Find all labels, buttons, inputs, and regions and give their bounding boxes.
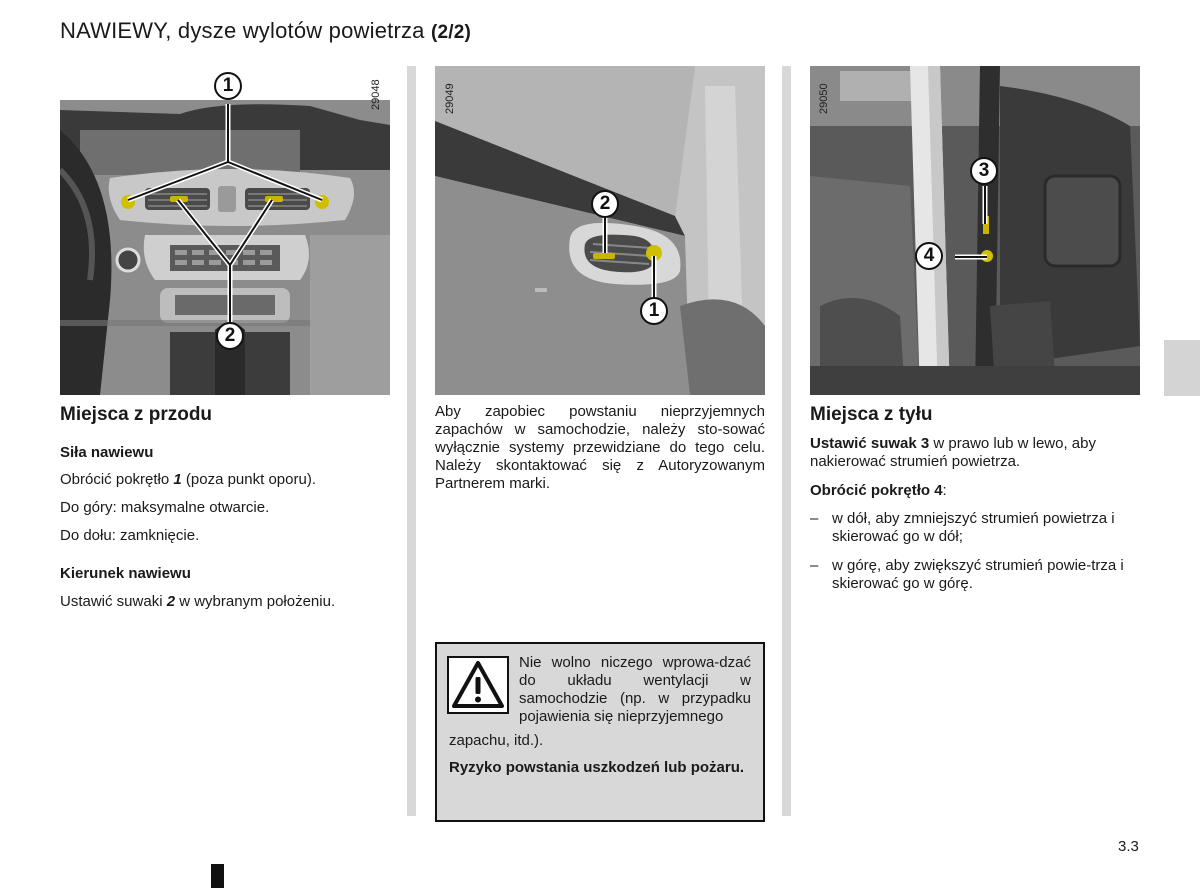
figure-passenger-vent: [435, 66, 765, 395]
dash-bullet: –: [810, 510, 819, 527]
text-segment: w wybranym położeniu.: [175, 593, 336, 610]
column-separator-left: [407, 66, 416, 816]
figure-code: 29050: [818, 83, 830, 114]
text-segment: (poza punkt oporu).: [181, 471, 316, 488]
page-number: 3.3: [1118, 838, 1139, 855]
text-segment: :: [942, 482, 947, 499]
warning-box: [435, 642, 765, 822]
callout-3: 3: [970, 157, 998, 185]
item-number: 1: [173, 471, 182, 488]
callout-2: 2: [216, 322, 244, 350]
text-line: [60, 471, 316, 489]
text-line: [60, 593, 335, 611]
callout-1: 1: [214, 72, 242, 100]
text-segment: Obrócić pokrętło: [60, 471, 174, 488]
page-title-text: NAWIEWY, dysze wylotów powietrza: [60, 18, 425, 43]
section-heading-rear: Miejsca z tyłu: [810, 404, 933, 425]
rear-vent-photo: [810, 66, 1140, 395]
warning-text: Nie wolno niczego wprowa-dzać do układu wentylacji w samochodzie (np. w przypadku pojawienia się nieprzyjemnego: [519, 654, 751, 725]
subheading-air-direction: Kierunek nawiewu: [60, 565, 191, 582]
warning-text-tail: zapachu, itd.).: [449, 732, 544, 749]
front-dashboard-photo: [60, 100, 390, 395]
text-line: Do góry: maksymalne otwarcie.: [60, 499, 270, 516]
figure-code: 29049: [444, 83, 456, 114]
item-number: 2: [166, 593, 176, 610]
odor-paragraph: Aby zapobiec powstaniu nieprzyjemnych zapachów w samochodzie, należy sto-sować wyłącznie systemy przewidziane do tego celu. Należy skontaktować się z Autoryzowanym Partnerem marki.: [435, 403, 765, 492]
passenger-vent-photo: [435, 66, 765, 395]
list-item-text: w górę, aby zwiększyć strumień powie-trza i skierować go w górę.: [832, 557, 1124, 592]
callout-1: 1: [640, 297, 668, 325]
list-item-text: w dół, aby zmniejszyć strumień powietrza i skierować go w dół;: [832, 510, 1115, 545]
callout-2: 2: [591, 190, 619, 218]
column-separator-right: [782, 66, 791, 816]
warning-risk: Ryzyko powstania uszkodzeń lub pożaru.: [449, 759, 745, 776]
text-line: Do dołu: zamknięcie.: [60, 527, 200, 544]
dash-bullet: –: [810, 557, 819, 574]
subheading-air-strength: Siła nawiewu: [60, 444, 154, 461]
text-segment: Obrócić pokrętło 4: [810, 482, 943, 499]
section-tab-marker: [1164, 340, 1200, 396]
text-segment: Ustawić suwak 3: [810, 435, 930, 452]
rear-knob-instruction: [810, 482, 1140, 500]
crop-mark: [211, 864, 224, 888]
page-title-suffix: (2/2): [430, 22, 472, 43]
text-segment: w prawo lub w lewo, aby nakierować strumień powietrza.: [810, 435, 1096, 470]
figure-code: 29048: [370, 79, 382, 110]
callout-4: 4: [915, 242, 943, 270]
section-heading-front: Miejsca z przodu: [60, 404, 213, 425]
list-item: [810, 557, 1140, 593]
page-title: [60, 18, 471, 44]
figure-rear-vent: [810, 66, 1140, 395]
warning-triangle-icon: [447, 656, 509, 714]
text-segment: Ustawić suwaki: [60, 593, 167, 610]
figure-front-vents: [60, 100, 390, 395]
list-item: [810, 510, 1140, 546]
rear-slider-instruction: [810, 435, 1140, 471]
